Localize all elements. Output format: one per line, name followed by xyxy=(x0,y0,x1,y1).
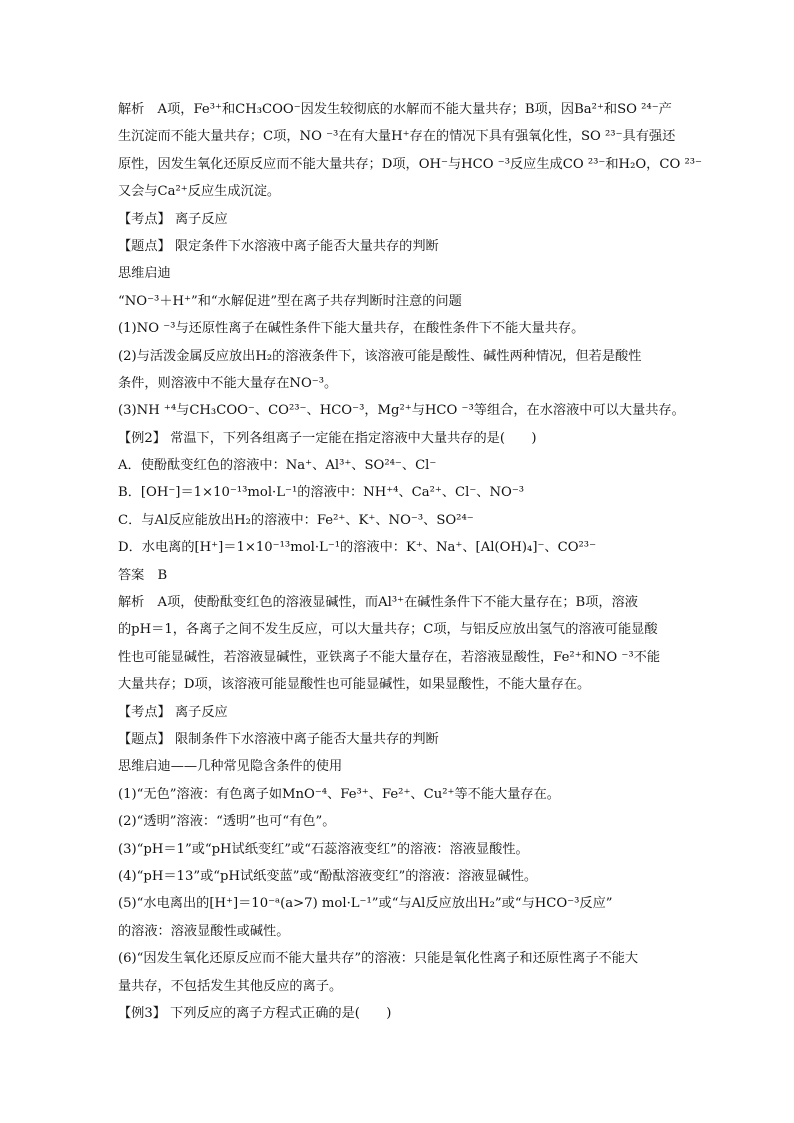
tidian-label: 【题点】 限制条件下水溶液中离子能否大量共存的判断 xyxy=(118,731,439,747)
kaodian-label: 【考点】 离子反应 xyxy=(118,211,228,227)
text-line: 的pH＝1，各离子之间不发生反应，可以大量共存；C项，与铝反应放出氢气的溶液可能显酸 xyxy=(118,622,658,638)
text-line: (2)“透明”溶液：“透明”也可“有色”。 xyxy=(118,814,336,830)
text-line: 量共存，不包括发生其他反应的离子。 xyxy=(118,978,343,994)
text-line: 性也可能显碱性，若溶液显碱性，亚铁离子不能大量存在，若溶液显酸性，Fe²⁺和NO ⁻³不能 xyxy=(118,649,661,665)
option-c: C．与Al反应能放出H₂的溶液中：Fe²⁺、K⁺、NO⁻³、SO²⁴⁻ xyxy=(118,512,474,528)
example-question: 【例2】 常温下，下列各组离子一定能在指定溶液中大量共存的是( ) xyxy=(118,430,537,446)
text-line: 生沉淀而不能大量共存；C项，NO ⁻³在有大量H⁺存在的情况下具有强氧化性，SO ²³⁻具有强还 xyxy=(118,129,676,145)
section-heading: 思维启迪——几种常见隐含条件的使用 xyxy=(118,759,343,775)
text-line: 的溶液：溶液显酸性或碱性。 xyxy=(118,923,290,939)
option-a: A．使酚酞变红色的溶液中：Na⁺、Al³⁺、SO²⁴⁻、Cl⁻ xyxy=(118,458,437,474)
text-line: (6)“因发生氧化还原反应而不能大量共存”的溶液：只能是氧化性离子和还原性离子不能大 xyxy=(118,951,639,967)
text-line: 又会与Ca²⁺反应生成沉淀。 xyxy=(118,184,281,200)
text-line: (4)“pH＝13”或“pH试纸变蓝”或“酚酞溶液变红”的溶液：溶液显碱性。 xyxy=(118,868,538,884)
text-line: “NO⁻³＋H⁺”和“水解促进”型在离子共存判断时注意的问题 xyxy=(118,293,462,309)
text-line: (3)NH ⁺⁴与CH₃COO⁻、CO²³⁻、HCO⁻³，Mg²⁺与HCO ⁻³等组合，在水溶液中可以大量共存。 xyxy=(118,403,685,419)
text-line: 解析 A项，使酚酞变红色的溶液显碱性，而Al³⁺在碱性条件下不能大量存在；B项，溶液 xyxy=(118,595,638,611)
option-b: B．[OH⁻]＝1×10⁻¹³mol·L⁻¹的溶液中：NH⁺⁴、Ca²⁺、Cl⁻、NO⁻³ xyxy=(118,485,525,501)
text-line: (1)NO ⁻³与还原性离子在碱性条件下能大量共存，在酸性条件下不能大量共存。 xyxy=(118,321,585,337)
example-question: 【例3】 下列反应的离子方程式正确的是( ) xyxy=(118,1005,392,1021)
text-line: (3)“pH＝1”或“pH试纸变红”或“石蕊溶液变红”的溶液：溶液显酸性。 xyxy=(118,841,529,857)
text-line: 原性，因发生氧化还原反应而不能大量共存；D项，OH⁻与HCO ⁻³反应生成CO ²³⁻和H₂O，CO ²³⁻ xyxy=(118,156,702,172)
option-d: D．水电离的[H⁺]＝1×10⁻¹³mol·L⁻¹的溶液中：K⁺、Na⁺、[Al(OH)₄]⁻、CO²³⁻ xyxy=(118,540,597,556)
document-page xyxy=(118,96,702,1027)
tidian-label: 【题点】 限定条件下水溶液中离子能否大量共存的判断 xyxy=(118,238,439,254)
section-heading: 思维启迪 xyxy=(118,266,171,282)
text-line: (5)“水电离出的[H⁺]＝10⁻ᵃ(a>7) mol·L⁻¹”或“与Al反应放出H₂”或“与HCO⁻³反应” xyxy=(118,896,613,912)
text-line: 大量共存；D项，该溶液可能显酸性也可能显碱性，如果显酸性，不能大量存在。 xyxy=(118,677,591,693)
kaodian-label: 【考点】 离子反应 xyxy=(118,704,228,720)
answer-line: 答案 B xyxy=(118,567,168,583)
text-line: (2)与活泼金属反应放出H₂的溶液条件下，该溶液可能是酸性、碱性两种情况，但若是酸性 xyxy=(118,348,642,364)
text-line: (1)“无色”溶液：有色离子如MnO⁻⁴、Fe³⁺、Fe²⁺、Cu²⁺等不能大量存在。 xyxy=(118,786,560,802)
text-line: 解析 A项，Fe³⁺和CH₃COO⁻因发生较彻底的水解而不能大量共存；B项，因Ba²⁺和SO ²⁴⁻产 xyxy=(118,102,672,117)
text-line: 条件，则溶液中不能大量存在NO⁻³。 xyxy=(118,375,338,391)
